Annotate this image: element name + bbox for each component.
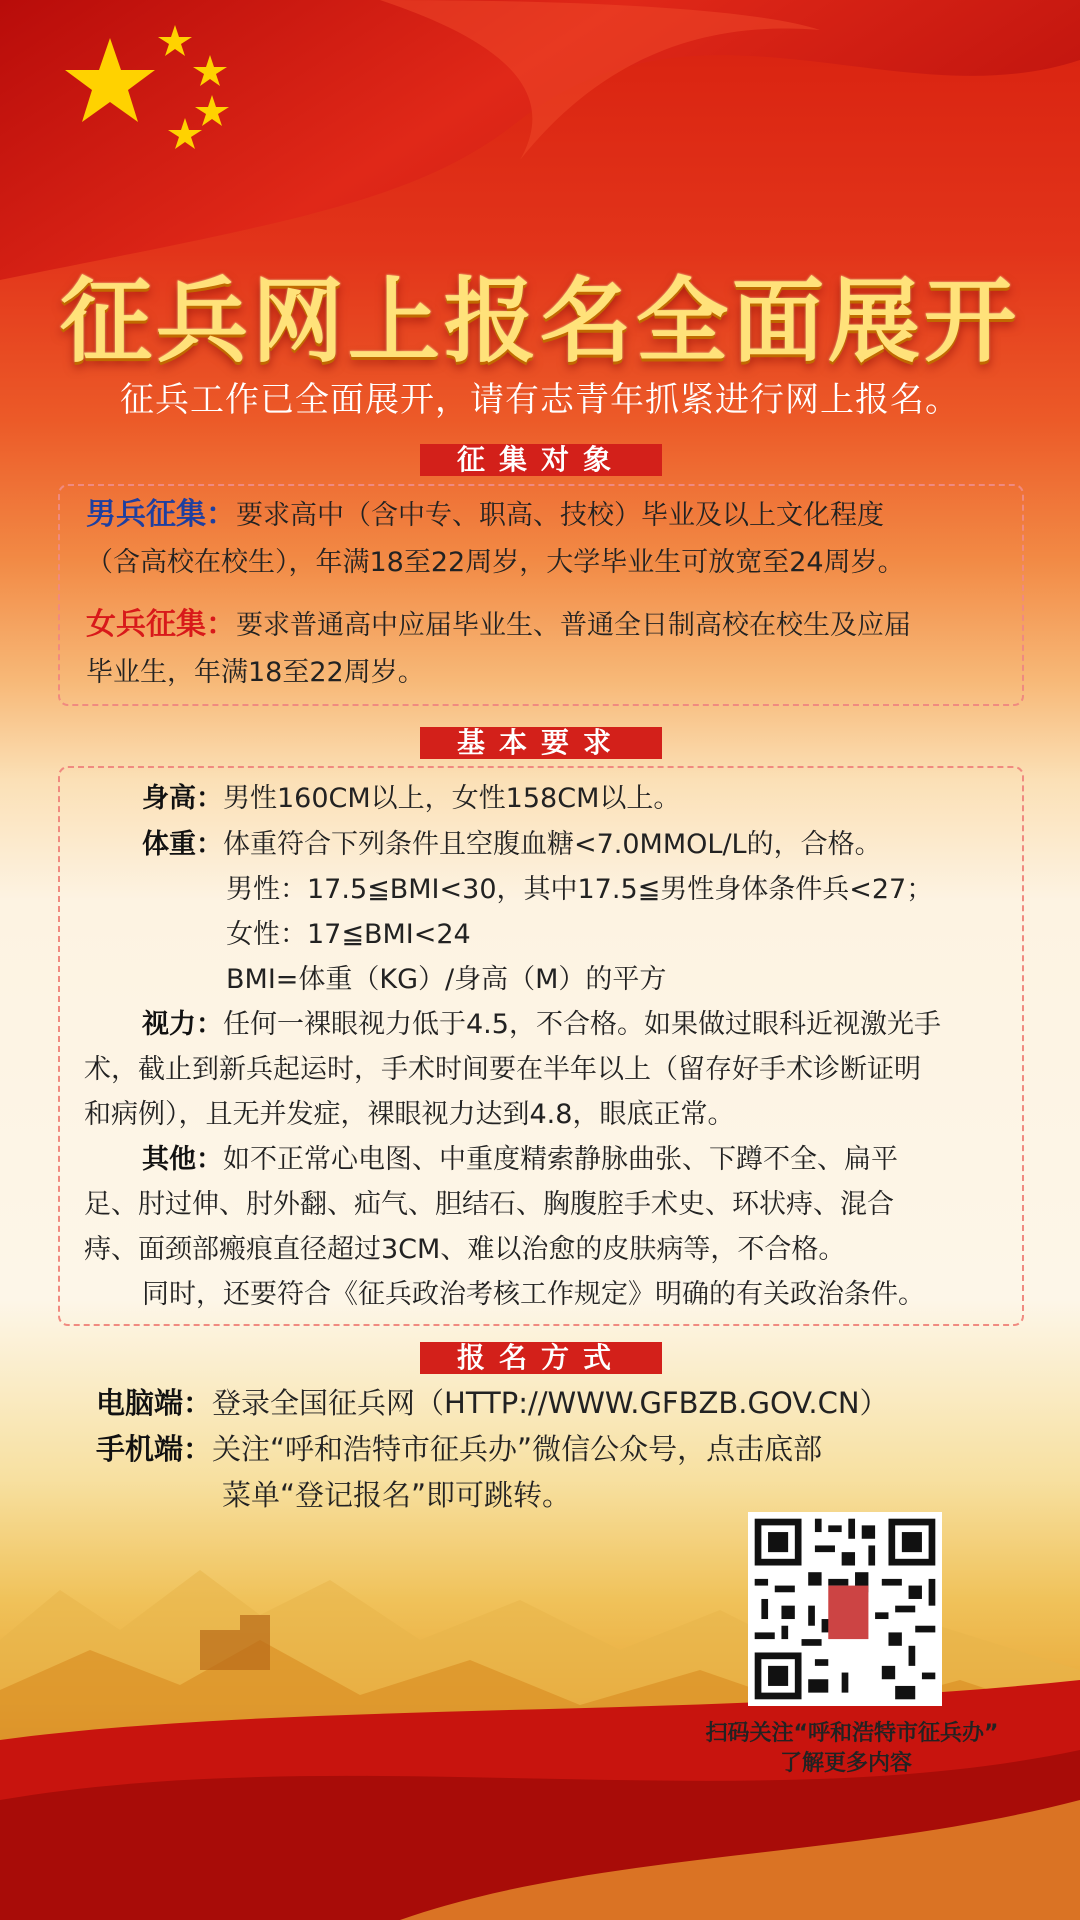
pc-signup-label: 电脑端： xyxy=(96,1386,213,1420)
qr-logo xyxy=(828,1586,868,1640)
other-text-2: 足、肘过伸、肘外翻、疝气、胆结石、胸腹腔手术史、环状痔、混合 xyxy=(84,1189,894,1220)
mobile-signup-text-1: 关注“呼和浩特市征兵办”微信公众号，点击底部 xyxy=(212,1432,823,1466)
mobile-signup-text-2: 菜单“登记报名”即可跳转。 xyxy=(222,1478,572,1512)
page-title: 征兵网上报名全面展开 xyxy=(59,268,1020,375)
politics-text: 同时，还要符合《征兵政治考核工作规定》明确的有关政治条件。 xyxy=(142,1279,925,1310)
vision-text-2: 术，截止到新兵起运时，手术时间要在半年以上（留存好手术诊断证明 xyxy=(84,1054,921,1085)
qr-caption-1: 扫码关注“呼和浩特市征兵办” xyxy=(705,1721,999,1746)
pc-signup-line xyxy=(96,1380,1056,1426)
qr-caption-2: 了解更多内容 xyxy=(779,1751,912,1776)
other-label: 其他： xyxy=(142,1144,223,1175)
weight-line xyxy=(142,822,1022,868)
mobile-signup-label: 手机端： xyxy=(96,1432,213,1466)
female-recruit-line-1 xyxy=(86,602,1026,649)
weight-label: 体重： xyxy=(142,829,223,860)
male-recruit-text-2: （含高校在校生），年满18至22周岁，大学毕业生可放宽至24周岁。 xyxy=(86,547,905,578)
section-label-signup: 报名方式 xyxy=(420,1342,662,1374)
mobile-signup-line xyxy=(96,1426,1056,1472)
height-text: 男性160CM以上，女性158CM以上。 xyxy=(223,783,681,814)
vision-label: 视力： xyxy=(142,1009,223,1040)
weight-bmi: BMI=体重（KG）/身高（M）的平方 xyxy=(226,964,667,995)
page-subtitle: 征兵工作已全面展开，请有志青年抓紧进行网上报名。 xyxy=(120,380,960,420)
other-line-1 xyxy=(142,1137,1022,1183)
vision-line-1 xyxy=(142,1002,1022,1048)
vision-text-1: 任何一裸眼视力低于4.5，不合格。如果做过眼科近视激光手 xyxy=(223,1009,941,1040)
qr-code[interactable] xyxy=(748,1512,942,1706)
male-recruit-line-1 xyxy=(86,492,1026,539)
height-line xyxy=(142,776,1022,822)
other-text-1: 如不正常心电图、中重度精索静脉曲张、下蹲不全、扁平 xyxy=(223,1144,898,1175)
pc-signup-text[interactable]: 登录全国征兵网（HTTP://WWW.GFBZB.GOV.CN） xyxy=(212,1386,889,1420)
section-label-requirements: 基本要求 xyxy=(420,727,662,759)
male-recruit-text-1: 要求高中（含中专、职高、技校）毕业及以上文化程度 xyxy=(236,500,884,531)
other-text-3: 痔、面颈部瘢痕直径超过3CM、难以治愈的皮肤病等，不合格。 xyxy=(84,1234,846,1265)
vision-text-3: 和病例），且无并发症，裸眼视力达到4.8，眼底正常。 xyxy=(84,1099,735,1130)
female-recruit-text-1: 要求普通高中应届毕业生、普通全日制高校在校生及应届 xyxy=(236,610,911,641)
height-label: 身高： xyxy=(142,783,223,814)
weight-male: 男性：17.5≦BMI<30，其中17.5≦男性身体条件兵<27； xyxy=(226,874,934,905)
section-label-targets: 征集对象 xyxy=(420,444,662,476)
female-recruit-label: 女兵征集： xyxy=(86,607,236,642)
qr-code-icon xyxy=(748,1512,942,1706)
weight-text: 体重符合下列条件且空腹血糖<7.0MMOL/L的，合格。 xyxy=(223,829,882,860)
male-recruit-label: 男兵征集： xyxy=(86,497,236,532)
weight-female: 女性：17≦BMI<24 xyxy=(226,919,471,950)
female-recruit-text-2: 毕业生，年满18至22周岁。 xyxy=(86,657,425,688)
